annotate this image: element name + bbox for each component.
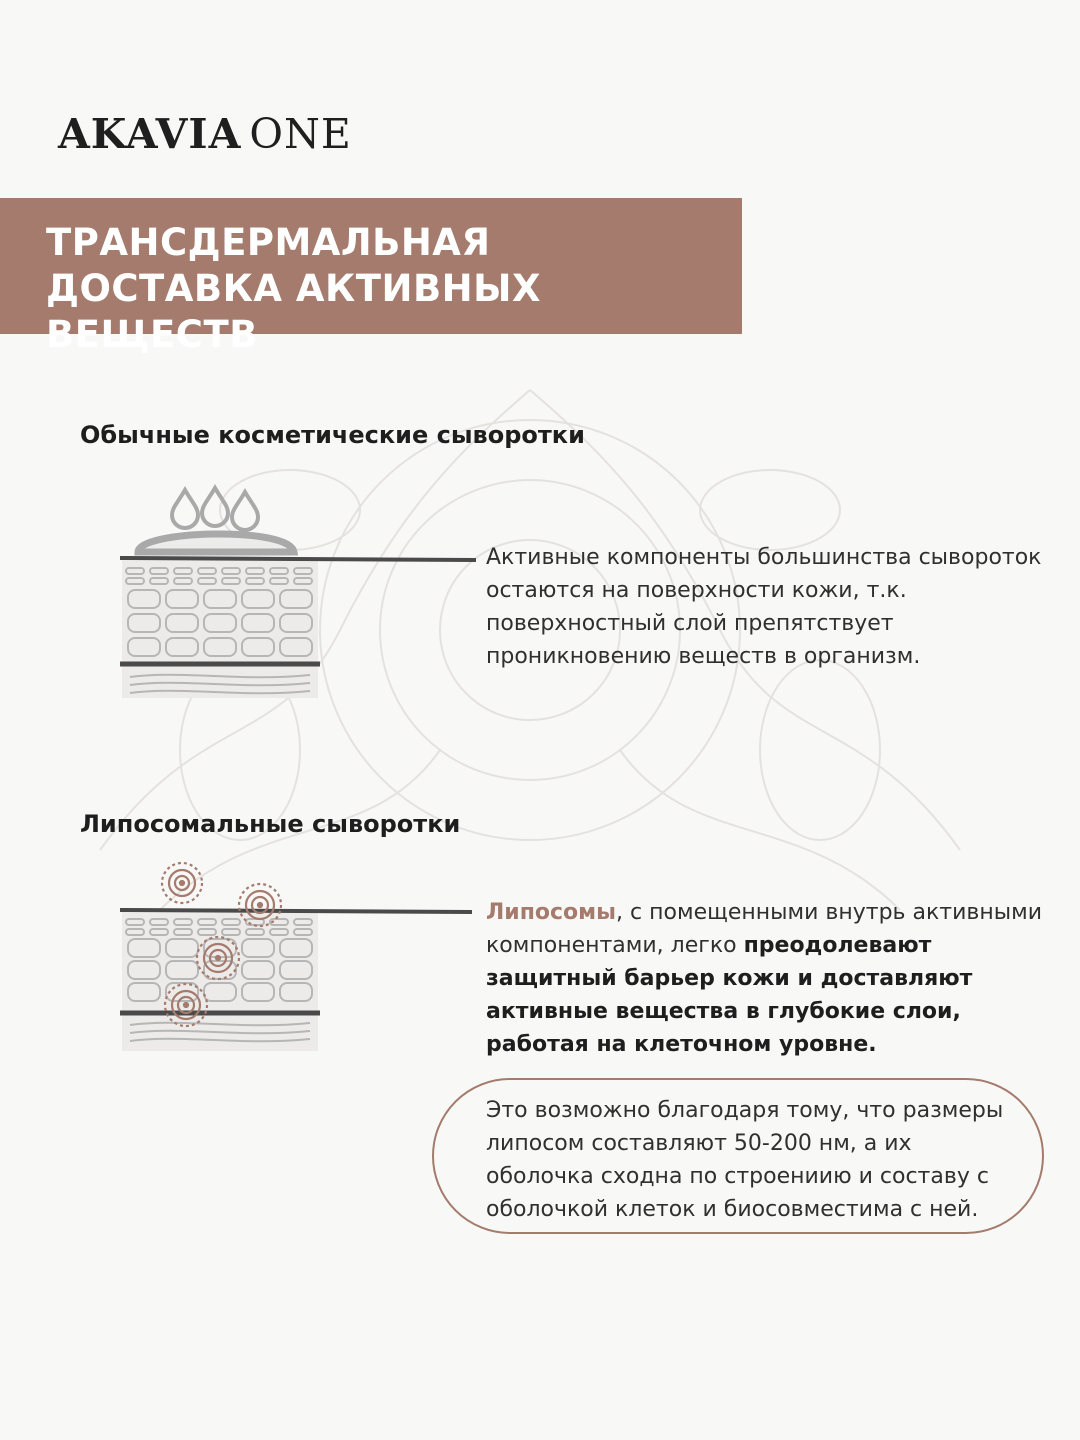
section-heading-liposomal: Липосомальные сыворотки (80, 810, 461, 838)
page-title: ТРАНСДЕРМАЛЬНАЯ ДОСТАВКА АКТИВНЫХ ВЕЩЕСТВ (46, 221, 542, 356)
skin-layers-icon (110, 482, 480, 704)
description-liposomal (486, 896, 1046, 1061)
section-heading-regular: Обычные косметические сыворотки (80, 421, 585, 449)
droplet-icon (172, 488, 258, 530)
brand-logo (58, 110, 352, 158)
description-liposomal-regular: , с помещенными внутрь активными компонентами, легко (486, 900, 1042, 958)
brand-logo-bold: AKAVIA (58, 110, 242, 158)
info-note-text: Это возможно благодаря тому, что размеры липосом составляют 50-200 нм, а их оболочка сходна по строениию и составу с оболочкой клеток и биосовместима с ней. (486, 1098, 1004, 1222)
liposome-highlight: Липосомы (486, 900, 617, 925)
brand-logo-light: ONE (249, 110, 352, 158)
description-liposomal-bold: преодолевают защитный барьер кожи и доставляют активные вещества в глубокие слои, работая на клеточном уровне. (486, 933, 973, 1057)
skin-layers-icon (110, 855, 480, 1055)
description-regular: Активные компоненты большинства сывороток остаются на поверхности кожи, т.к. поверхностный слой препятствует проникновению веществ в организм. (486, 545, 1042, 669)
